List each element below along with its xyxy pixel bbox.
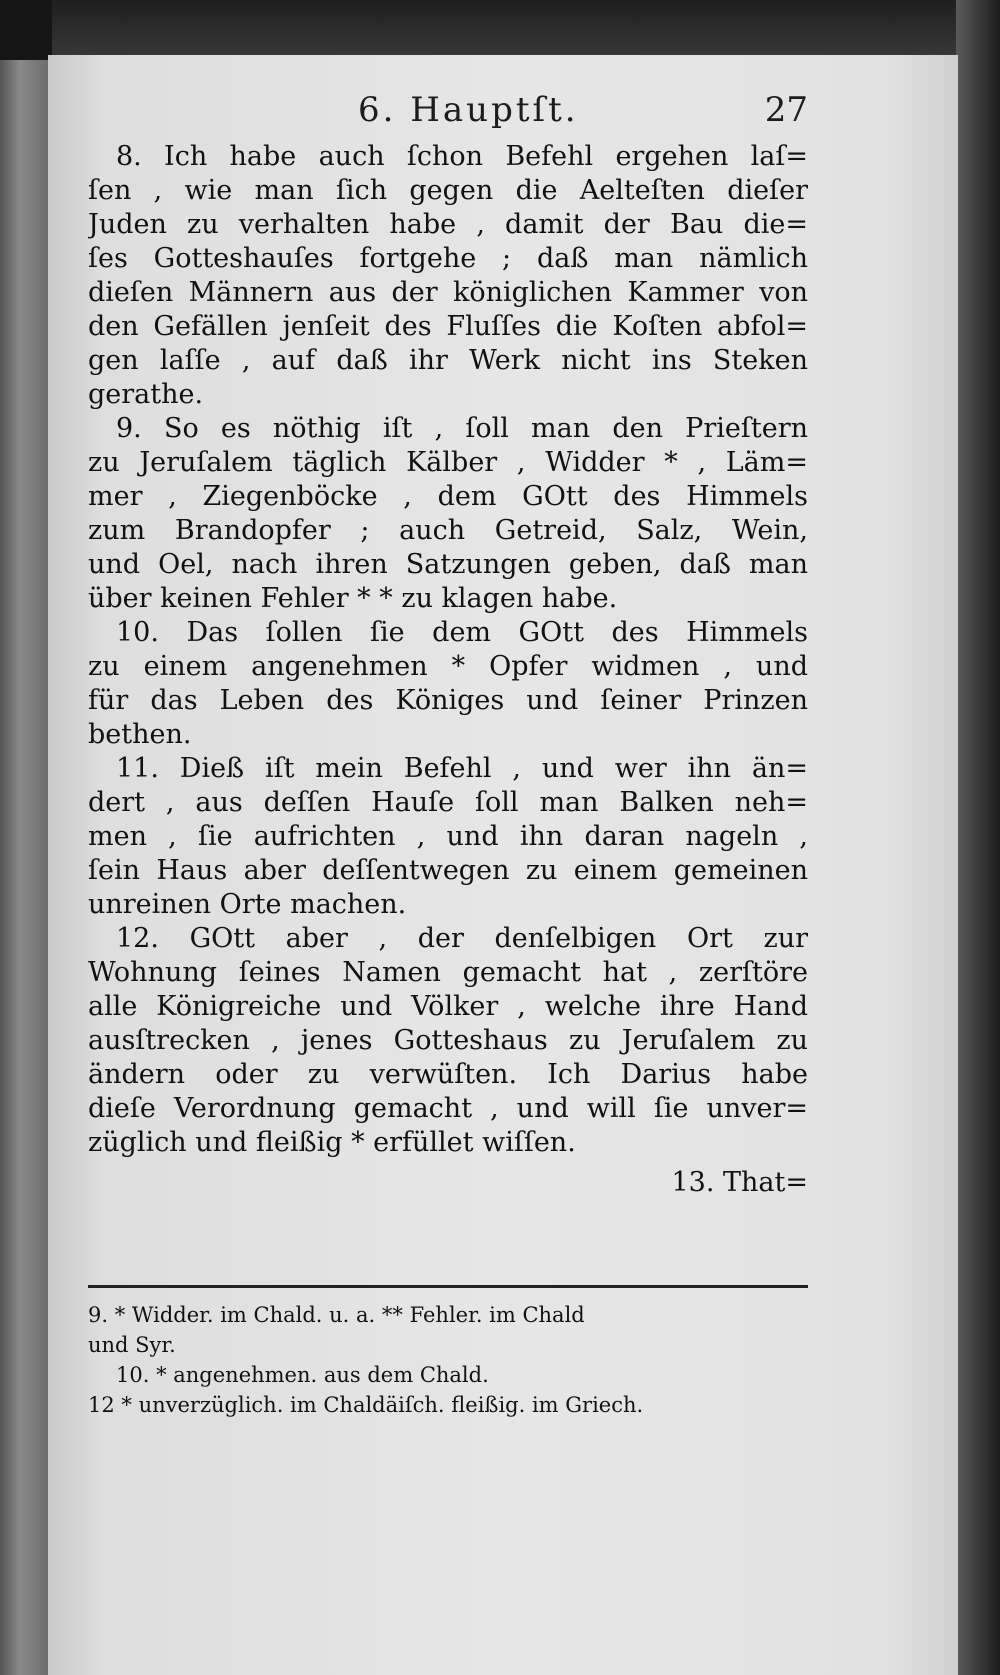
text-line: ſen , wie man ſich gegen die Aelteſten dieſer <box>88 175 808 206</box>
footnote-line: 10. * angenehmen. aus dem Chald. <box>116 1363 489 1387</box>
text-line: gerathe. <box>88 379 204 410</box>
text-line: den Gefällen jenſeit des Fluſſes die Koſten abfol= <box>88 311 808 342</box>
text-line: und Oel, nach ihren Satzungen geben, daß man <box>88 549 808 580</box>
text-line: zu Jeruſalem täglich Kälber , Widder * , Läm= <box>88 447 808 478</box>
footnote-divider <box>88 1285 808 1288</box>
text-line: ändern oder zu verwüſten. Ich Darius habe <box>88 1059 808 1090</box>
text-line: alle Königreiche und Völker , welche ihre Hand <box>88 991 808 1022</box>
text-line: ausſtrecken , jenes Gotteshaus zu Jeruſalem zu <box>88 1025 808 1056</box>
text-line: züglich und fleißig * erfüllet wiſſen. <box>88 1127 576 1158</box>
text-line: gen laſſe , auf daß ihr Werk nicht ins Steken <box>88 345 808 376</box>
text-line: zum Brandopfer ; auch Getreid, Salz, Wein, <box>88 515 808 546</box>
text-line: ſes Gotteshauſes fortgehe ; daß man nämlich <box>88 243 808 274</box>
page-number: 27 <box>764 90 808 130</box>
footnote-line: 12 * unverzüglich. im Chaldäiſch. fleißig. im Griech. <box>88 1393 644 1417</box>
text-line: Juden zu verhalten habe , damit der Bau die= <box>88 209 808 240</box>
page-edge-shadow <box>956 0 1000 1675</box>
text-line: für das Leben des Königes und ſeiner Prinzen <box>88 685 808 716</box>
text-line: dieſen Männern aus der königlichen Kammer von <box>88 277 808 308</box>
text-line: 8. Ich habe auch ſchon Befehl ergehen laſ= <box>116 141 808 172</box>
scan-background-top <box>0 0 1000 60</box>
catchword: 13. That= <box>671 1167 808 1198</box>
footnotes <box>88 1300 808 1420</box>
text-line: zu einem angenehmen * Opfer widmen , und <box>88 651 808 682</box>
running-head: 6. Hauptſt. <box>358 90 579 130</box>
text-line: 9. So es nöthig iſt , ſoll man den Prieſtern <box>116 413 808 444</box>
text-line: men , ſie aufrichten , und ihn daran nageln , <box>88 821 808 852</box>
text-line: mer , Ziegenböcke , dem GOtt des Himmels <box>88 481 808 512</box>
book-spine-corner <box>0 0 52 60</box>
facing-page-edge <box>0 48 50 1675</box>
footnote-line: und Syr. <box>88 1333 176 1357</box>
footnote-line: 9. * Widder. im Chald. u. a. ** Fehler. im Chald <box>88 1303 585 1327</box>
text-line: dieſe Verordnung gemacht , und will ſie unver= <box>88 1093 808 1124</box>
text-line: über keinen Fehler * * zu klagen habe. <box>88 583 618 614</box>
text-line: dert , aus deſſen Hauſe ſoll man Balken neh= <box>88 787 808 818</box>
text-line: ſein Haus aber deſſentwegen zu einem gemeinen <box>88 855 808 886</box>
text-line: 10. Das ſollen ſie dem GOtt des Himmels <box>116 617 808 648</box>
text-line: bethen. <box>88 719 192 750</box>
text-line: 12. GOtt aber , der denſelbigen Ort zur <box>116 923 808 954</box>
text-line: Wohnung ſeines Namen gemacht hat , zerſtöre <box>88 957 808 988</box>
text-line: 11. Dieß iſt mein Befehl , und wer ihn än= <box>116 753 808 784</box>
body-text <box>88 140 808 1200</box>
text-line: unreinen Orte machen. <box>88 889 407 920</box>
